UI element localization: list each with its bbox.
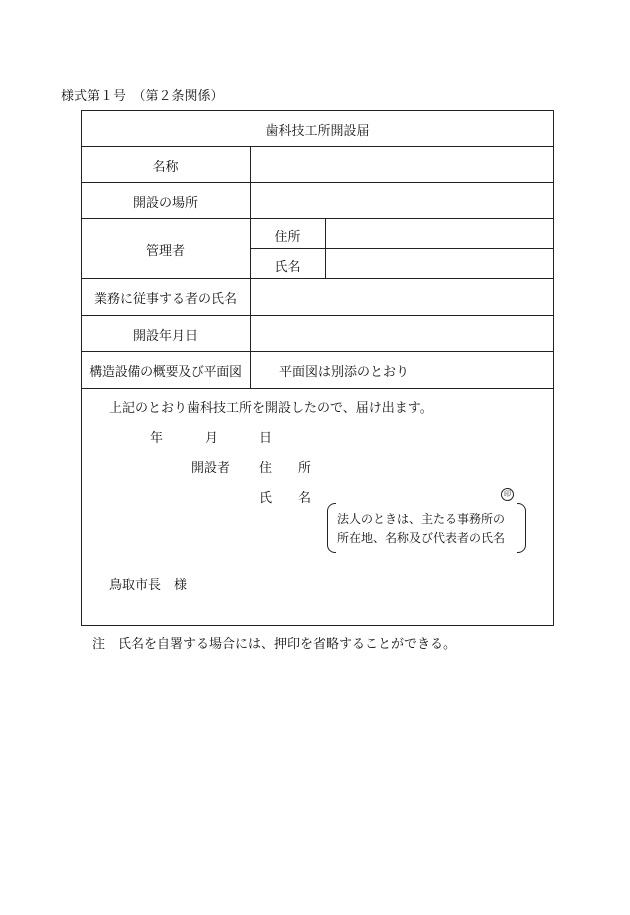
applicant-address-label-1: 住 (259, 461, 273, 476)
label-name: 名称 (152, 160, 179, 175)
declaration-text: 上記のとおり歯科技工所を開設したので、届け出ます。 (109, 401, 433, 416)
divider (81, 351, 554, 352)
applicant-label: 開設者 (191, 461, 231, 476)
divider (81, 278, 554, 279)
corp-note-line2: 所在地、名称及び代表者の氏名 (337, 531, 506, 545)
column-divider (325, 218, 326, 278)
label-location: 開設の場所 (132, 196, 198, 211)
label-manager-address: 住所 (274, 230, 301, 245)
date-month: 月 (205, 431, 219, 446)
label-staff-names: 業務に従事する者の氏名 (93, 292, 237, 307)
label-open-date: 開設年月日 (132, 329, 198, 344)
divider (81, 388, 554, 389)
corp-note-line1: 法人のときは、主たる事務所の (337, 512, 506, 526)
date-year: 年 (150, 431, 164, 446)
footnote: 注 氏名を自署する場合には、押印を省略することができる。 (92, 637, 457, 652)
date-day: 日 (259, 431, 273, 446)
divider (81, 182, 554, 183)
bracket-left (327, 503, 336, 553)
recipient: 鳥取市長 様 (109, 578, 188, 593)
form-number: 様式第１号 （第２条関係） (61, 89, 224, 104)
divider (250, 248, 554, 249)
divider (81, 218, 554, 219)
applicant-address-label-2: 所 (298, 461, 312, 476)
bracket-right (517, 503, 526, 553)
seal-mark: 印 (501, 488, 514, 501)
applicant-name-label-2: 名 (298, 491, 312, 506)
label-facility-overview: 構造設備の概要及び平面図 (89, 365, 242, 380)
applicant-name-label-1: 氏 (259, 491, 273, 506)
divider (81, 146, 554, 147)
divider (81, 315, 554, 316)
floor-plan-note: 平面図は別添のとおり (279, 365, 410, 380)
label-manager-name: 氏名 (274, 260, 301, 275)
label-manager: 管理者 (145, 244, 185, 259)
form-title: 歯科技工所開設届 (265, 124, 370, 139)
